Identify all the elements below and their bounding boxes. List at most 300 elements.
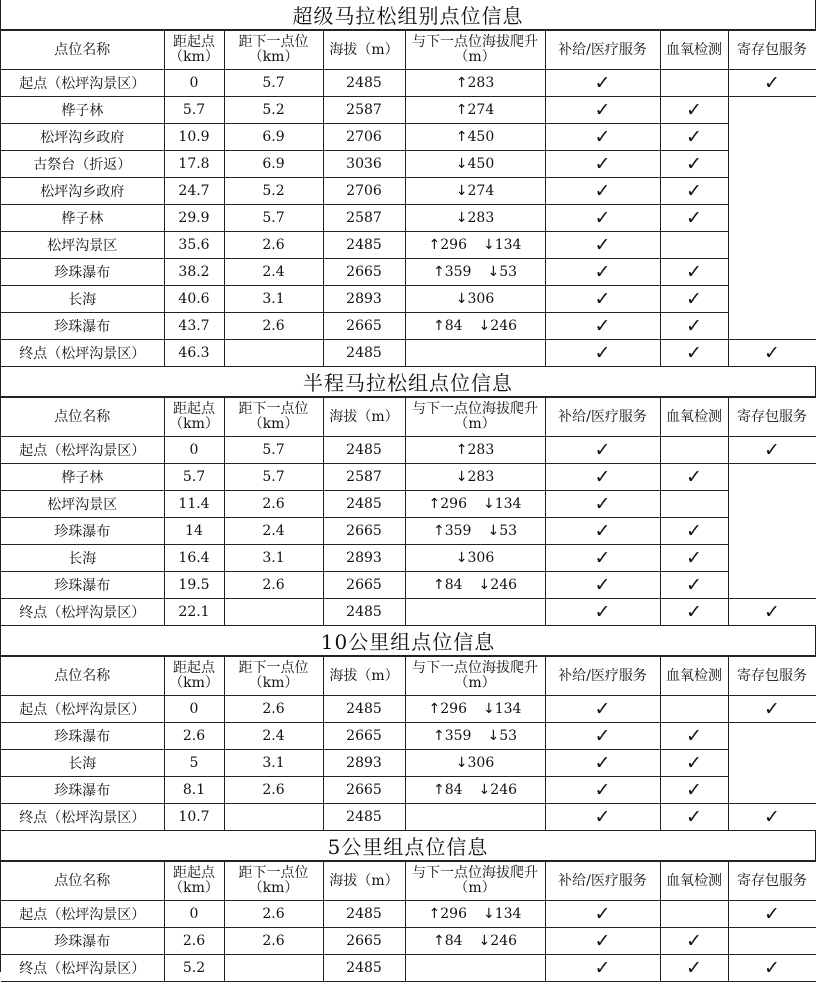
cell-climb-col [405,70,545,97]
cell-oxygen-col [660,545,728,572]
cell-from-start-col: 17.8 [164,151,224,178]
climb-amount: 84 [444,782,463,798]
check-mark-icon: ✓ [594,724,611,747]
cell-climb-col [405,545,545,572]
cell-altitude-col: 2665 [323,777,405,804]
header-supply-col: 补给/医疗服务 [545,657,660,696]
cell-altitude-col: 2665 [323,518,405,545]
cell-from-start-col: 0 [164,70,224,97]
cell-to-next-col [224,804,323,831]
climb-amount: 450 [467,156,495,172]
check-mark-icon: ✓ [764,341,780,364]
cell-name-col: 松坪沟景区 [1,491,164,518]
cell-altitude-col: 2485 [323,696,405,723]
climb-down-value [456,755,494,771]
cell-supply-col [545,151,660,178]
checkpoint-table [1,656,816,831]
climb-up-value [429,906,467,922]
cell-from-start-col: 29.9 [164,205,224,232]
climb-up-value [429,701,467,717]
check-mark-icon: ✓ [686,546,702,569]
cell-from-start-col: 8.1 [164,777,224,804]
arrow-up-icon: ↑ [428,701,441,717]
climb-down-value [487,728,517,744]
table-row [1,178,816,205]
climb-up-value [456,442,494,458]
check-mark-icon: ✓ [764,438,780,461]
cell-altitude-col: 2665 [323,723,405,750]
check-mark-icon: ✓ [594,778,611,801]
check-mark-icon: ✓ [686,805,702,828]
cell-climb-col [405,97,545,124]
header-name-col: 点位名称 [1,862,164,901]
header-row [1,657,816,696]
cell-to-next-col [224,955,323,982]
cell-bag-col [728,901,816,928]
cell-supply-col [545,723,660,750]
arrow-down-icon: ↓ [483,701,495,717]
climb-amount: 134 [494,906,522,922]
arrow-down-icon: ↓ [455,469,468,485]
table-row [1,232,816,259]
cell-to-next-col: 5.7 [224,464,323,491]
cell-from-start-col: 24.7 [164,178,224,205]
cell-to-next-col [224,340,323,367]
arrow-up-icon: ↑ [432,523,445,539]
climb-down-value [487,523,517,539]
cell-name-col: 珍珠瀑布 [1,518,164,545]
cell-to-next-col: 2.4 [224,723,323,750]
cell-to-next-col: 5.2 [224,97,323,124]
cell-to-next-col: 2.6 [224,928,323,955]
cell-oxygen-col [660,437,728,464]
table-row [1,491,816,518]
header-bag-col: 寄存包服务 [728,657,816,696]
cell-name-col: 松坪沟乡政府 [1,124,164,151]
cell-to-next-col: 2.4 [224,518,323,545]
checkpoint-table [1,30,816,367]
check-mark-icon: ✓ [594,465,611,488]
arrow-down-icon: ↓ [483,906,495,922]
cell-from-start-col: 43.7 [164,313,224,340]
climb-down-value [456,469,494,485]
climb-amount: 296 [440,496,467,512]
cell-from-start-col: 35.6 [164,232,224,259]
cell-altitude-col: 2485 [323,955,405,982]
cell-to-next-col: 5.2 [224,178,323,205]
climb-down-value [483,496,521,512]
climb-down-value [483,906,521,922]
climb-up-value [456,102,494,118]
section-1 [1,0,816,367]
cell-oxygen-col [660,572,728,599]
table-row [1,437,816,464]
climb-up-value [433,782,463,798]
cell-bag-col [728,750,816,777]
header-row [1,31,816,70]
cell-climb-col [405,491,545,518]
climb-amount: 53 [499,728,518,744]
cell-oxygen-col [660,232,728,259]
cell-from-start-col: 0 [164,437,224,464]
climb-amount: 296 [440,906,467,922]
cell-name-col: 松坪沟乡政府 [1,178,164,205]
cell-from-start-col: 5.7 [164,464,224,491]
header-oxygen-col: 血氧检测 [660,657,728,696]
cell-altitude-col: 3036 [323,151,405,178]
check-mark-icon: ✓ [686,341,702,364]
climb-up-value [456,129,494,145]
check-mark-icon: ✓ [686,98,702,121]
check-mark-icon: ✓ [594,438,611,461]
climb-amount: 306 [467,755,495,771]
cell-altitude-col: 2485 [323,901,405,928]
check-mark-icon: ✓ [594,206,611,229]
table-row [1,259,816,286]
check-mark-icon: ✓ [686,519,702,542]
climb-amount: 274 [467,102,495,118]
climb-up-value [433,264,471,280]
cell-name-col: 终点（松坪沟景区） [1,340,164,367]
climb-up-value [433,933,463,949]
arrow-down-icon: ↓ [455,156,468,172]
table-row [1,928,816,955]
cell-from-start-col: 5.2 [164,955,224,982]
check-mark-icon: ✓ [686,600,702,623]
cell-climb-col [405,286,545,313]
cell-name-col: 珍珠瀑布 [1,313,164,340]
cell-name-col: 珍珠瀑布 [1,259,164,286]
cell-supply-col [545,599,660,626]
arrow-up-icon: ↑ [455,75,468,91]
cell-from-start-col: 5.7 [164,97,224,124]
check-mark-icon: ✓ [594,902,611,925]
header-to-next-col: 距下一点位（km） [224,862,323,901]
climb-up-value [433,577,463,593]
arrow-up-icon: ↑ [432,264,445,280]
header-name-col: 点位名称 [1,657,164,696]
check-mark-icon: ✓ [686,956,702,979]
cell-name-col: 终点（松坪沟景区） [1,599,164,626]
check-mark-icon: ✓ [594,314,611,337]
cell-climb-col [405,696,545,723]
section-3 [1,626,816,831]
climb-down-value [456,291,494,307]
cell-bag-col [728,723,816,750]
cell-bag-col [728,518,816,545]
cell-oxygen-col [660,491,728,518]
cell-climb-col [405,151,545,178]
header-to-next-col: 距下一点位（km） [224,398,323,437]
cell-supply-col [545,901,660,928]
arrow-down-icon: ↓ [455,291,468,307]
table-row [1,723,816,750]
climb-up-value [429,496,467,512]
arrow-up-icon: ↑ [428,496,441,512]
climb-down-value [479,933,517,949]
check-mark-icon: ✓ [594,287,611,310]
header-climb-col: 与下一点位海拔爬升（m） [405,657,545,696]
table-row [1,696,816,723]
check-mark-icon: ✓ [686,206,702,229]
cell-bag-col [728,464,816,491]
check-mark-icon: ✓ [594,956,611,979]
cell-from-start-col: 40.6 [164,286,224,313]
cell-bag-col [728,151,816,178]
check-mark-icon: ✓ [764,600,780,623]
cell-altitude-col: 2587 [323,205,405,232]
cell-supply-col [545,340,660,367]
climb-amount: 283 [467,442,495,458]
climb-amount: 359 [444,264,472,280]
cell-supply-col [545,750,660,777]
section-2 [1,367,816,626]
check-mark-icon: ✓ [764,805,780,828]
check-mark-icon: ✓ [686,287,702,310]
cell-name-col: 松坪沟景区 [1,232,164,259]
arrow-up-icon: ↑ [432,933,445,949]
cell-climb-col [405,178,545,205]
check-mark-icon: ✓ [686,179,702,202]
check-mark-icon: ✓ [594,233,611,256]
arrow-down-icon: ↓ [478,577,491,593]
cell-supply-col [545,777,660,804]
header-from-start-col: 距起点（km） [164,398,224,437]
table-row [1,340,816,367]
check-mark-icon: ✓ [764,71,780,94]
table-row [1,151,816,178]
cell-name-col: 长海 [1,286,164,313]
cell-bag-col [728,124,816,151]
cell-to-next-col: 5.7 [224,70,323,97]
cell-altitude-col: 2485 [323,70,405,97]
cell-from-start-col: 0 [164,901,224,928]
cell-supply-col [545,124,660,151]
cell-oxygen-col [660,178,728,205]
header-altitude-col: 海拔（m） [323,398,405,437]
checkpoint-table [1,397,816,626]
header-supply-col: 补给/医疗服务 [545,398,660,437]
climb-amount: 84 [444,318,463,334]
climb-down-value [479,577,517,593]
cell-name-col: 珍珠瀑布 [1,777,164,804]
cell-bag-col [728,259,816,286]
table-row [1,599,816,626]
cell-to-next-col: 2.6 [224,313,323,340]
cell-name-col: 桦子林 [1,464,164,491]
cell-oxygen-col [660,750,728,777]
cell-from-start-col: 0 [164,696,224,723]
cell-altitude-col: 2485 [323,232,405,259]
cell-oxygen-col [660,804,728,831]
table-row [1,205,816,232]
check-mark-icon: ✓ [594,929,611,952]
arrow-down-icon: ↓ [455,183,468,199]
cell-bag-col [728,205,816,232]
check-mark-icon: ✓ [686,751,702,774]
cell-name-col: 桦子林 [1,205,164,232]
climb-down-value [456,210,494,226]
cell-altitude-col: 2665 [323,313,405,340]
cell-name-col: 长海 [1,750,164,777]
climb-amount: 53 [499,264,518,280]
climb-amount: 359 [444,728,472,744]
check-mark-icon: ✓ [594,805,611,828]
header-name-col: 点位名称 [1,31,164,70]
cell-climb-col [405,518,545,545]
cell-climb-col [405,259,545,286]
header-to-next-col: 距下一点位（km） [224,31,323,70]
cell-oxygen-col [660,696,728,723]
climb-amount: 134 [494,237,522,253]
check-mark-icon: ✓ [594,260,611,283]
header-from-start-col: 距起点（km） [164,862,224,901]
header-bag-col: 寄存包服务 [728,31,816,70]
cell-oxygen-col [660,955,728,982]
cell-to-next-col: 3.1 [224,545,323,572]
header-climb-col: 与下一点位海拔爬升（m） [405,398,545,437]
cell-altitude-col: 2485 [323,804,405,831]
check-mark-icon: ✓ [594,179,611,202]
check-mark-icon: ✓ [686,929,702,952]
cell-supply-col [545,518,660,545]
cell-bag-col [728,178,816,205]
check-mark-icon: ✓ [764,902,780,925]
check-mark-icon: ✓ [686,152,702,175]
cell-altitude-col: 2485 [323,437,405,464]
cell-bag-col [728,286,816,313]
cell-climb-col [405,750,545,777]
table-row [1,286,816,313]
climb-amount: 84 [444,933,463,949]
cell-oxygen-col [660,124,728,151]
cell-from-start-col: 46.3 [164,340,224,367]
check-mark-icon: ✓ [594,697,611,720]
arrow-down-icon: ↓ [478,318,491,334]
table-row [1,955,816,982]
header-supply-col: 补给/医疗服务 [545,31,660,70]
header-to-next-col: 距下一点位（km） [224,657,323,696]
climb-amount: 283 [467,75,495,91]
check-mark-icon: ✓ [594,546,611,569]
climb-down-value [456,183,494,199]
check-mark-icon: ✓ [594,751,611,774]
cell-to-next-col: 5.7 [224,437,323,464]
cell-name-col: 起点（松坪沟景区） [1,70,164,97]
cell-bag-col [728,340,816,367]
arrow-up-icon: ↑ [432,782,445,798]
check-mark-icon: ✓ [686,778,702,801]
header-bag-col: 寄存包服务 [728,862,816,901]
cell-from-start-col: 2.6 [164,928,224,955]
check-mark-icon: ✓ [686,465,702,488]
cell-oxygen-col [660,313,728,340]
cell-to-next-col: 6.9 [224,124,323,151]
header-row [1,398,816,437]
cell-oxygen-col [660,464,728,491]
cell-from-start-col: 14 [164,518,224,545]
climb-amount: 450 [467,129,495,145]
section-title: 5公里组点位信息 [1,831,816,861]
cell-from-start-col: 19.5 [164,572,224,599]
climb-amount: 359 [444,523,472,539]
arrow-up-icon: ↑ [455,102,468,118]
cell-name-col: 桦子林 [1,97,164,124]
cell-name-col: 终点（松坪沟景区） [1,804,164,831]
climb-amount: 283 [467,469,495,485]
cell-climb-col [405,124,545,151]
cell-to-next-col: 3.1 [224,286,323,313]
cell-supply-col [545,572,660,599]
cell-supply-col [545,70,660,97]
check-mark-icon: ✓ [764,697,780,720]
cell-supply-col [545,955,660,982]
climb-amount: 134 [494,701,522,717]
cell-altitude-col: 2665 [323,928,405,955]
table-row [1,750,816,777]
climb-amount: 283 [467,210,495,226]
cell-supply-col [545,286,660,313]
cell-supply-col [545,97,660,124]
cell-bag-col [728,491,816,518]
cell-altitude-col: 2485 [323,491,405,518]
cell-from-start-col: 10.9 [164,124,224,151]
arrow-down-icon: ↓ [478,933,491,949]
cell-name-col: 起点（松坪沟景区） [1,437,164,464]
cell-bag-col [728,572,816,599]
table-row [1,572,816,599]
cell-to-next-col: 6.9 [224,151,323,178]
cell-bag-col [728,97,816,124]
cell-climb-col [405,723,545,750]
cell-name-col: 长海 [1,545,164,572]
checkpoint-table [1,861,816,982]
header-oxygen-col: 血氧检测 [660,31,728,70]
header-from-start-col: 距起点（km） [164,31,224,70]
cell-to-next-col: 2.6 [224,696,323,723]
cell-from-start-col: 38.2 [164,259,224,286]
check-mark-icon: ✓ [594,519,611,542]
cell-oxygen-col [660,777,728,804]
header-row [1,862,816,901]
cell-altitude-col: 2485 [323,599,405,626]
cell-from-start-col: 16.4 [164,545,224,572]
cell-name-col: 起点（松坪沟景区） [1,901,164,928]
climb-up-value [433,318,463,334]
arrow-down-icon: ↓ [487,523,500,539]
table-row [1,124,816,151]
cell-altitude-col: 2893 [323,286,405,313]
arrow-down-icon: ↓ [455,210,468,226]
cell-supply-col [545,259,660,286]
cell-altitude-col: 2665 [323,572,405,599]
cell-bag-col [728,70,816,97]
header-name-col: 点位名称 [1,398,164,437]
climb-up-value [433,728,471,744]
table-row [1,518,816,545]
cell-oxygen-col [660,259,728,286]
check-mark-icon: ✓ [594,573,611,596]
cell-altitude-col: 2485 [323,340,405,367]
arrow-up-icon: ↑ [455,442,468,458]
header-climb-col: 与下一点位海拔爬升（m） [405,31,545,70]
climb-down-value [456,156,494,172]
section-title: 10公里组点位信息 [1,626,816,656]
check-mark-icon: ✓ [594,125,611,148]
cell-climb-col [405,232,545,259]
cell-bag-col [728,696,816,723]
header-altitude-col: 海拔（m） [323,31,405,70]
